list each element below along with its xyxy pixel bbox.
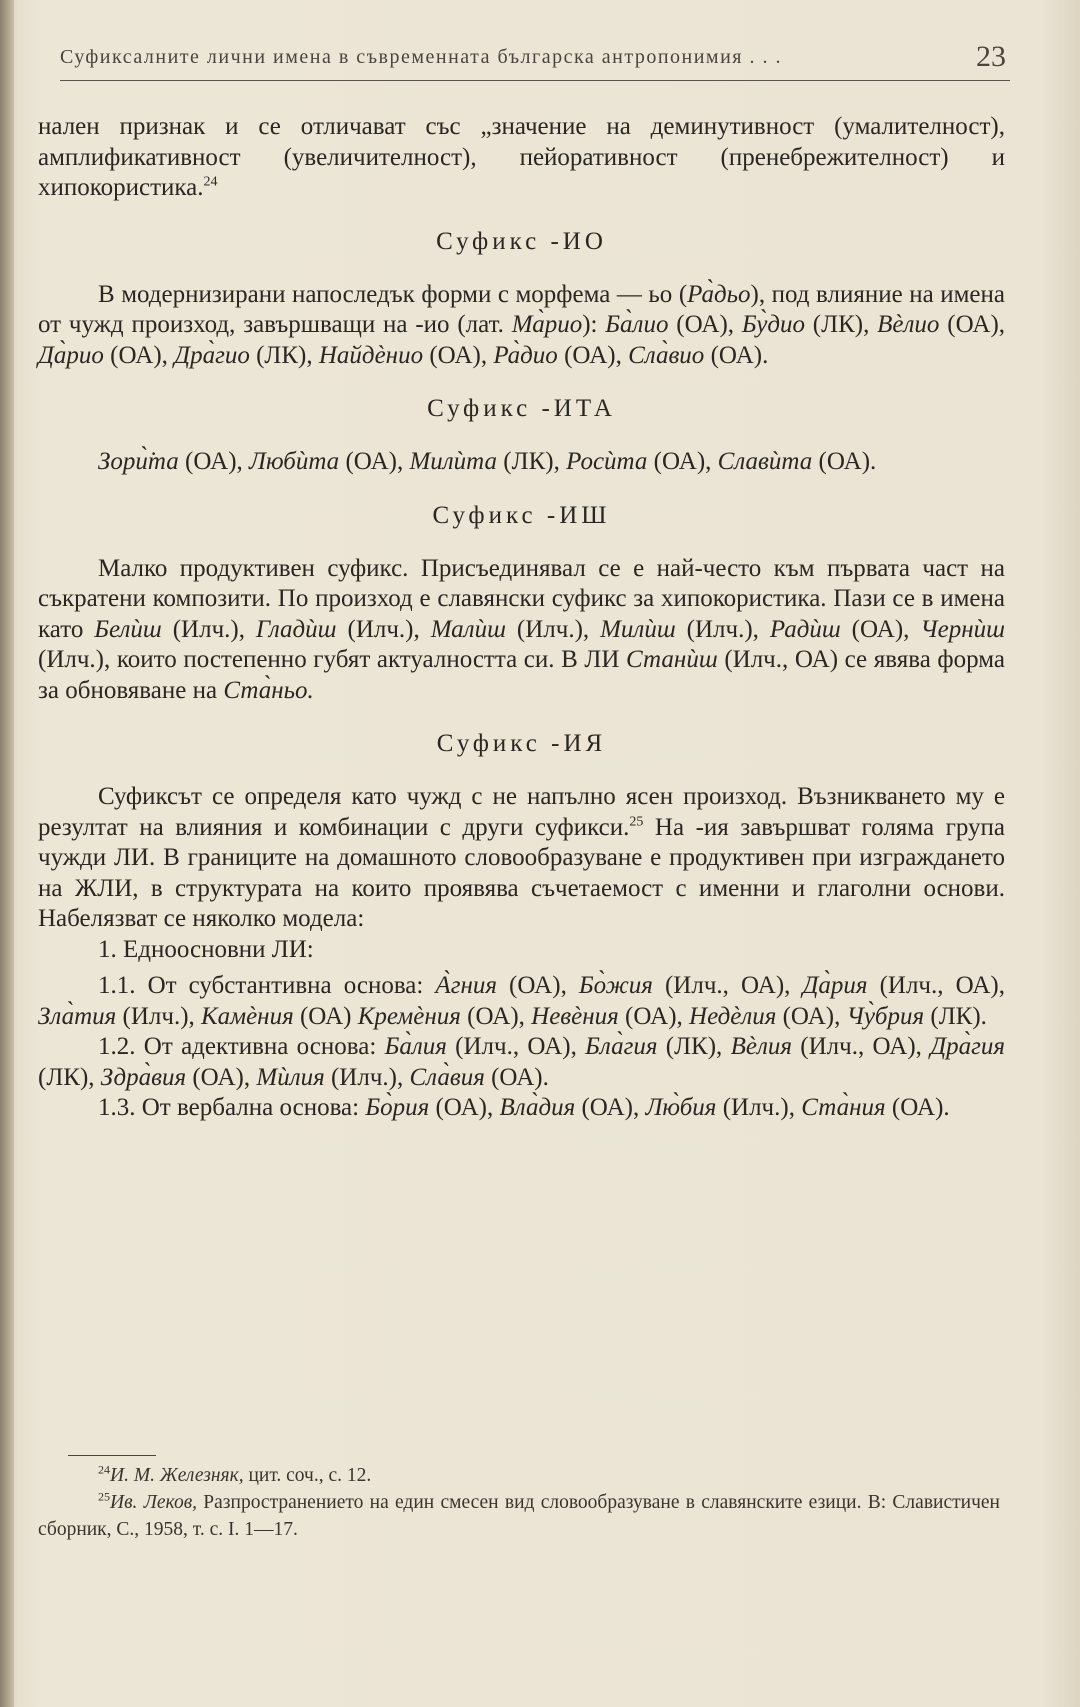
model-1-1-source: (ОА), — [496, 972, 579, 999]
ita-name: Росѝта — [566, 448, 648, 475]
section-title-ita: Суфикс -ИТА — [427, 395, 616, 422]
ita-name: Любѝта — [249, 448, 340, 475]
footnote-25 — [38, 1489, 1000, 1543]
io-source: (ОА), — [668, 311, 742, 338]
model-1-3-source: (ОА), — [429, 1094, 500, 1121]
running-head — [60, 40, 1010, 81]
ish-name: Белѝш — [94, 615, 162, 643]
io-example-radyo: Ра̀дьо — [687, 280, 751, 308]
model-1-2 — [38, 1032, 1005, 1093]
book-spine-shadow — [0, 0, 14, 1707]
footnote-ref-25: 25 — [629, 814, 644, 830]
io-source: (ЛК), — [804, 311, 878, 338]
model-1-3-source: (ОА), — [575, 1094, 646, 1121]
model-1-1-source: (ОА), — [776, 1002, 847, 1030]
model-1-3-source: (ОА). — [885, 1094, 950, 1121]
model-1-2-label: 1.2. От адективна основа: — [98, 1033, 385, 1060]
io-text-a: В модернизирани напоследък форми с морфема — ьо ( — [98, 280, 688, 308]
ita-name: Милѝта — [409, 448, 498, 475]
ish-source: (Илч.), — [38, 646, 117, 673]
model-1-1-source: (ОА), — [618, 1002, 690, 1030]
ish-source: (Илч.), — [161, 615, 256, 643]
iya-text-a: Суфиксът се определя като чужд с не напълно ясен произход. Възникването му е резултат на влияния и комбинации с други суфикси. — [38, 783, 1005, 841]
ish-text-b: които постепенно губят актуалността си. В ЛИ — [116, 646, 627, 673]
model-1-3 — [38, 1093, 1005, 1124]
paragraph-io — [38, 280, 1005, 372]
ita-source: (ОА), — [339, 448, 410, 475]
model-1-1-source: (ЛК). — [924, 1002, 987, 1030]
ish-source: (Илч.), — [675, 615, 770, 643]
io-name: Вѐлио — [877, 311, 940, 338]
model-1-3-name: Лю̀бия — [645, 1094, 717, 1121]
model-1-2-name: Мѝлия — [256, 1063, 325, 1091]
footnotes — [38, 1462, 1000, 1543]
model-1-3-label: 1.3. От вербална основа: — [98, 1094, 366, 1121]
model-1: 1. Едноосновни ЛИ: — [98, 935, 314, 963]
model-1-2-name: Вѐлия — [730, 1033, 792, 1060]
model-1-3-name: Ста̀ния — [801, 1094, 886, 1121]
model-1-1-name: Бо̀жия — [578, 972, 653, 999]
io-name: Найдѐнио — [318, 341, 424, 369]
footnote-24-mark: 24 — [98, 1462, 110, 1477]
section-title-ish: Суфикс -ИШ — [432, 501, 611, 529]
model-1-2-source: (ЛК), — [657, 1033, 731, 1060]
ish-name: Малѝш — [430, 615, 506, 643]
footnote-25-text: Разпространението на един смесен вид словообразуване в славянските езици. В: Славистичен сборник, С., 1958, т. с. I. 1—17. — [38, 1492, 1000, 1540]
io-source: (ОА), — [423, 341, 494, 369]
model-1-3-source: (Илч.), — [716, 1094, 802, 1121]
ita-source: (ЛК), — [497, 448, 567, 475]
ita-name: Славѝта — [717, 448, 813, 475]
io-name: Дра̀гио — [174, 341, 250, 369]
footnote-24-text: цит. соч., с. 12. — [243, 1465, 372, 1486]
model-1-1-name: Невѐния — [531, 1002, 619, 1030]
model-1-3-name: Вла̀дия — [499, 1094, 576, 1121]
model-1-1-name: Камѐния — [201, 1002, 294, 1030]
paragraph-ish — [38, 554, 1005, 707]
model-1-2-source: (Илч., ОА), — [446, 1033, 586, 1060]
io-source: (ОА), — [103, 341, 175, 369]
model-1-1-name: Чу̀брия — [846, 1002, 925, 1030]
paragraph-ita — [38, 447, 1005, 478]
model-1-2-name: Ба̀лия — [384, 1033, 447, 1060]
io-name: Ра̀дио — [493, 341, 558, 369]
io-source: (ОА), — [557, 341, 629, 369]
model-1-1-source: (ОА) — [293, 1002, 358, 1030]
ish-source: (ОА), — [840, 615, 921, 643]
model-1-1-source: (ОА), — [460, 1002, 532, 1030]
io-name: Сла̀вио — [628, 341, 705, 369]
ita-name-list — [98, 448, 876, 475]
paragraph-iya — [38, 782, 1005, 935]
model-1-1-name: Да̀рия — [802, 972, 868, 999]
ish-name: Милѝш — [600, 615, 676, 643]
model-1-1-source: (Илч., ОА), — [867, 972, 1006, 999]
model-1-2-source: (ОА), — [186, 1063, 257, 1091]
io-name: Бу̀дио — [741, 311, 805, 338]
io-text-c: ): — [582, 311, 606, 338]
ita-name: Зори̇̀та — [98, 448, 179, 475]
io-name: Да̀рио — [38, 341, 104, 369]
footnote-rule — [68, 1455, 156, 1456]
footnote-ref-24: 24 — [203, 174, 218, 190]
page-number: 23 — [976, 40, 1006, 73]
model-1-3-names — [365, 1094, 949, 1121]
io-example-mario: Ма̀рио — [511, 311, 583, 338]
intro-paragraph — [38, 112, 1005, 204]
ish-name: Гладѝш — [255, 615, 337, 643]
model-1-2-name: Здра̀вия — [100, 1063, 187, 1091]
model-1-1 — [38, 971, 1005, 1032]
ish-example-stanish: Станѝш — [626, 646, 718, 673]
ita-source: (ОА), — [647, 448, 718, 475]
io-source: (ОА). — [704, 341, 769, 369]
model-1-3-name: Бо̀рия — [365, 1094, 430, 1121]
io-source: (ЛК), — [249, 341, 319, 369]
ish-source: (Илч.), — [505, 615, 601, 643]
footnote-25-author: Ив. Леков, — [110, 1492, 198, 1513]
model-1-1-label: 1.1. От субстантивна основа: — [98, 972, 436, 999]
footnote-25-mark: 25 — [98, 1489, 110, 1504]
model-1-2-name: Сла̀вия — [409, 1063, 485, 1091]
ish-name: Чернѝш — [920, 615, 1005, 643]
model-1-2-source: (Илч.), — [324, 1063, 410, 1091]
model-1-1-name: Недѐлия — [689, 1002, 777, 1030]
model-1-2-name: Дра̀гия — [930, 1033, 1005, 1060]
ish-name: Радѝш — [769, 615, 841, 643]
model-1-1-name: Кремѐния — [357, 1002, 461, 1030]
model-1-1-source: (Илч., ОА), — [652, 972, 803, 999]
iya-text-b: На -ия завършват голяма група чужди ЛИ. В границите на домашното словообразуване е продуктивен при изграждането на ЖЛИ, в структурата на които проявява съчетаемост с именни и глаголни основи. Набелязват се няколко модела: — [38, 813, 1005, 932]
ish-text-a: Малко продуктивен суфикс. Присъединявал се е най-често към първата част на съкратени композити. По произход е славянски суфикс за хипокористика. Пази се в имена като — [38, 554, 1005, 643]
footnote-24-author: И. М. Железняк, — [110, 1465, 244, 1486]
io-source: (ОА), — [939, 311, 1006, 338]
ita-source: (ОА), — [178, 448, 250, 475]
section-title-io: Суфикс -ИО — [436, 227, 607, 255]
model-1-2-source: (ОА). — [484, 1063, 549, 1091]
body-text — [38, 112, 1005, 1124]
ish-source: (Илч.), — [336, 615, 431, 643]
ish-example-stanyo: Ста̀ньо. — [223, 676, 314, 704]
running-title: Суфиксалните лични имена в съвременната българска антропонимия . . . — [60, 46, 782, 68]
model-1-2-source: (Илч., ОА), — [791, 1033, 931, 1060]
ita-source: (ОА). — [812, 448, 877, 475]
io-text-b: ), под влияние на имена от чужд произход, завършващи на -ио (лат. — [38, 280, 1005, 338]
io-name: Ба̀лио — [605, 311, 669, 338]
model-1-1-name: А̀гния — [435, 972, 497, 999]
model-1-1-source: (Илч.), — [116, 1002, 202, 1030]
ish-text-c: (Илч., ОА) се явява форма за обновяване на — [38, 646, 1005, 704]
intro-text: нален признак и се отличават със „значение на деминутивност (умалителност), амплификативност (увеличителност), пейоративност (пренебрежителност) и хипокористика. — [38, 113, 1005, 201]
model-1-1-name: Зла̀тия — [38, 1002, 117, 1030]
model-1-2-name: Бла̀гия — [585, 1033, 658, 1060]
model-1-2-source: (ЛК), — [38, 1063, 101, 1091]
section-title-iya: Суфикс -ИЯ — [436, 730, 607, 757]
footnote-24 — [38, 1462, 1000, 1489]
